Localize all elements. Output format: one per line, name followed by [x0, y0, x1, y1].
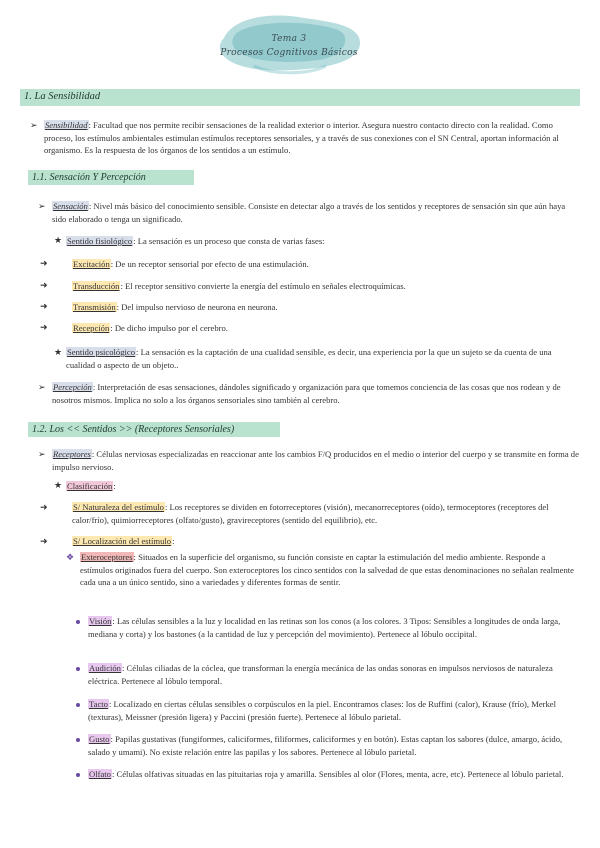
sense-item: Gusto: Papilas gustativas (fungiformes, caliciformes, filiformes, caliciformes y en botón). Estas captan los sabores (dulce, amargo, ácido, salado y umami). No existe relación entre las papilas y los sabores. Pertenece al lóbulo parietal. [88, 734, 563, 757]
term-receptores: Receptores [53, 449, 91, 459]
phase-item: Excitación: De un receptor sensorial por efecto de una estimulación. [73, 259, 309, 269]
dot-bullet-icon [76, 773, 80, 777]
term-vision: Visión [89, 616, 112, 626]
term-transduccion: Transducción [73, 281, 120, 291]
dot-bullet-icon [76, 620, 80, 624]
arrowhead-bullet-icon: ➢ [38, 201, 46, 211]
arrow-bullet-icon: ➜ [40, 301, 48, 311]
term-sensacion: Sensación [53, 201, 88, 211]
paragraph-clasificacion: Clasificación: [67, 481, 116, 491]
term-gusto: Gusto [89, 734, 110, 744]
arrow-bullet-icon: ➜ [40, 280, 48, 290]
arrow-bullet-icon: ➜ [40, 502, 48, 512]
arrowhead-bullet-icon: ➢ [38, 382, 46, 392]
paragraph-percepcion: Percepción: Interpretación de esas sensaciones, dándoles significado y organización para que tomemos conciencia de las cosas que nos rodean y de nosotros mismos. Implica no solo a los órganos sensoriales sino también al cerebro. [52, 382, 561, 405]
phase-item: Transducción: El receptor sensitivo convierte la energía del estímulo en señales electroquímicas. [73, 281, 406, 291]
paragraph-sentido-psicologico: Sentido psicológico: La sensación es la captación de una cualidad sensible, es decir, una experiencia por la que un sujeto se da cuenta de una cualidad o aspecto de un objeto.. [66, 347, 552, 370]
term-localizacion: S/ Localización del estímulo [73, 536, 172, 546]
term-naturaleza: S/ Naturaleza del estímulo [73, 502, 164, 512]
arrow-bullet-icon: ➜ [40, 258, 48, 268]
term-clasificacion: Clasificación [67, 481, 113, 491]
arrowhead-bullet-icon: ➢ [30, 120, 38, 130]
star-bullet-icon: ★ [54, 480, 63, 490]
dot-bullet-icon [76, 667, 80, 671]
paragraph-receptores: Receptores: Células nerviosas especializadas en reaccionar ante los cambios F/Q producidos en el medio o interior del cuerpo y se transmite en forma de impulso nervioso. [52, 449, 579, 472]
term-audicion: Audición [89, 663, 121, 673]
watercolor-splash [214, 8, 364, 80]
phase-item: Recepción: De dicho impulso por el cerebro. [73, 323, 228, 333]
paragraph-sentido-fisiologico: Sentido fisiológico: La sensación es un proceso que consta de varias fases: [67, 236, 325, 246]
term-sentido-psicologico: Sentido psicológico [67, 347, 136, 357]
sense-item: Audición: Células ciliadas de la cóclea, que transforman la energía mecánica de las ondas sonoras en impulsos nerviosos de naturaleza eléctrica. Pertenece al lóbulo temporal. [88, 663, 553, 686]
document-title [214, 8, 364, 80]
term-sentido-fisiologico: Sentido fisiológico [67, 236, 133, 246]
phase-item: Transmisión: Del impulso nervioso de neurona en neurona. [73, 302, 278, 312]
term-sensibilidad: Sensibilidad [45, 120, 88, 130]
diamond-bullet-icon: ❖ [66, 552, 75, 562]
term-exteroceptores: Exteroceptores [81, 552, 133, 562]
title-line-1: Tema 3 [271, 34, 307, 44]
term-tacto: Tacto [89, 699, 108, 709]
sense-item: Olfato: Células olfativas situadas en las pituitarias roja y amarilla. Sensibles al olor (Flores, menta, acre, etc). Pertenece al lóbulo parietal. [89, 769, 564, 779]
term-recepcion: Recepción [73, 323, 110, 333]
heading-sentidos: 1.2. Los << Sentidos >> (Receptores Sensoriales) [28, 422, 280, 437]
arrowhead-bullet-icon: ➢ [38, 449, 46, 459]
paragraph-exteroceptores: Exteroceptores: Situados en la superficie del organismo, su función consiste en captar la estimulación del medio ambiente. Responde a estímulos originados fuera del cuerpo. Son exteroceptores los cinco sentidos con la salvedad de que estas denominaciones no señalan realmente cada una a un único sentido, sino a variedades y diferentes formas de sentir. [80, 552, 574, 587]
dot-bullet-icon [76, 738, 80, 742]
term-percepcion: Percepción [53, 382, 92, 392]
heading-sensacion-percepcion: 1.1. Sensación Y Percepción [28, 170, 194, 185]
paragraph-localizacion: S/ Localización del estímulo: [73, 536, 175, 546]
term-olfato: Olfato [89, 769, 111, 779]
paragraph-sensibilidad: Sensibilidad: Facultad que nos permite recibir sensaciones de la realidad exterior o interior. Asegura nuestro contacto directo con la realidad. Como proceso, los estímulos ambientales estimulan estímulos receptores sensoriales, y a través de sus conexiones con el SN Central, aportan información al organismo. Es la respuesta de los órganos de los sentidos a un estímulo. [44, 120, 559, 155]
arrow-bullet-icon: ➜ [40, 536, 48, 546]
paragraph-sensacion: Sensación: Nivel más básico del conocimiento sensible. Consiste en detectar algo a través de los sentidos y receptores de sensación sin que aún haya sido elaborado o tenga un significado. [52, 201, 566, 224]
term-excitacion: Excitación [73, 259, 110, 269]
star-bullet-icon: ★ [54, 347, 63, 357]
star-bullet-icon: ★ [54, 235, 63, 245]
paragraph-naturaleza: S/ Naturaleza del estímulo: Los receptores se dividen en fotorreceptores (visión), mecanorreceptores (oído), termoceptores (receptores del calor/frío), quimiorreceptores (olfato/gusto), gravireceptores (sentido del equilibrio), etc. [72, 502, 549, 525]
heading-sensibilidad: 1. La Sensibilidad [20, 89, 580, 106]
title-line-2: Procesos Cognitivos Básicos [220, 48, 358, 58]
arrow-bullet-icon: ➜ [40, 322, 48, 332]
dot-bullet-icon [76, 703, 80, 707]
sense-item: Tacto: Localizado en ciertas células sensibles o corpúsculos en la piel. Encontramos clases: los de Ruffini (calor), Krause (frío), Merkel (texturas), Meissner (presión ligera) y Paccini (presión fuerte). Pertenece al lóbulo parietal. [88, 699, 557, 722]
sense-item: Visión: Las células sensibles a la luz y localidad en las retinas son los conos (a los colores. 3 Tipos: Sensibles a longitudes de onda larga, mediana y corta) y los bastones (a la cantidad de luz y percepción del movimiento). Pertenece al lóbulo occipital. [88, 616, 561, 639]
term-transmision: Transmisión [73, 302, 116, 312]
